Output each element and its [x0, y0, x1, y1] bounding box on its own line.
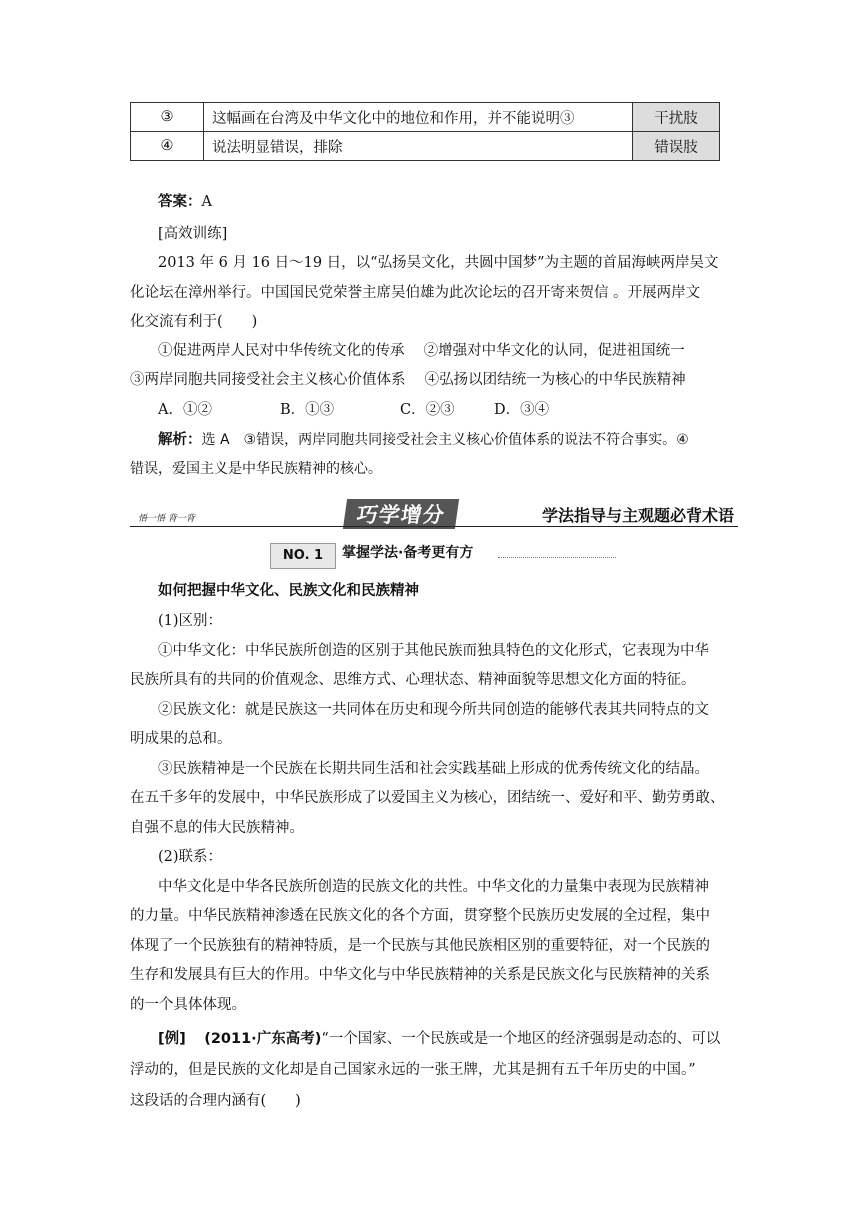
example-line: 这段话的合理内涵有( ): [130, 1093, 301, 1109]
content-heading: 如何把握中华文化、民族文化和民族精神: [158, 583, 419, 599]
paragraph-line: 的力量。中华民族精神渗透在民族文化的各个方面，贯穿整个民族历史发展的全过程，集中: [130, 908, 710, 924]
analysis-table: [130, 102, 720, 161]
table-row: [131, 103, 720, 132]
option-line: ③两岸同胞共同接受社会主义核心价值体系 ④弘扬以团结统一为核心的中华民族精神: [130, 372, 686, 388]
analysis-line: [158, 430, 689, 450]
training-heading: [高效训练]: [158, 226, 228, 242]
banner-title: 巧学增分: [343, 499, 459, 529]
paragraph-line: 民族所具有的共同的价值观念、思维方式、心理状态、精神面貌等思想文化方面的特征。: [130, 672, 696, 688]
example-label: [例]: [158, 1031, 186, 1047]
paragraph-line: 的一个具体体现。: [130, 997, 246, 1013]
section-title: 掌握学法·备考更有方: [342, 545, 474, 561]
option-line: ①促进两岸人民对中华传统文化的传承 ②增强对中华文化的认同，促进祖国统一: [158, 343, 685, 359]
question-line: 化论坛在漳州举行。中国国民党荣誉主席吴伯雄为此次论坛的召开寄来贺信 。开展两岸文: [130, 285, 701, 301]
table-row: [131, 132, 720, 161]
section-number-badge: NO. 1: [270, 543, 336, 569]
example-line: 浮动的，但是民族的文化却是自己国家永远的一张王牌，尤其是拥有五千年历史的中国。”: [130, 1062, 696, 1078]
paragraph-line: (2)联系：: [158, 849, 223, 865]
option-tag: 错误肢: [633, 132, 720, 161]
choice-a: A．①②: [158, 402, 212, 418]
answer-label: 答案：: [158, 194, 202, 210]
paragraph-line: 在五千多年的发展中，中华民族形成了以爱国主义为核心，团结统一、爱好和平、勤劳勇敢、: [130, 790, 725, 806]
option-number: ④: [131, 132, 204, 161]
banner-subtitle: 学法指导与主观题必背术语: [542, 506, 735, 525]
banner-rule: [130, 526, 738, 527]
choice-d: D．③④: [494, 402, 550, 418]
option-number: ③: [131, 103, 204, 132]
paragraph-line: ①中华文化：中华民族所创造的区别于其他民族而独具特色的文化形式，它表现为中华: [158, 643, 709, 659]
analysis-text: 选 A ③错误，两岸同胞共同接受社会主义核心价值体系的说法不符合事实。④: [201, 432, 689, 448]
section-banner: [130, 497, 738, 527]
choice-c: C．②③: [400, 402, 455, 418]
option-analysis: 说法明显错误，排除: [204, 132, 633, 161]
question-line: 2013 年 6 月 16 日～19 日，以“弘扬吴文化，共圆中国梦”为主题的首届海峡两岸吴文: [158, 255, 719, 271]
option-tag: 干扰肢: [633, 103, 720, 132]
banner-small-text: 悟一悟 背一背: [138, 514, 195, 524]
dotted-leader: [498, 557, 616, 558]
paragraph-line: 中华文化是中华各民族所创造的民族文化的共性。中华文化的力量集中表现为民族精神: [158, 879, 709, 895]
paragraph-line: 体现了一个民族独有的精神特质，是一个民族与其他民族相区别的重要特征，对一个民族的: [130, 938, 710, 954]
question-line: 化交流有利于( ): [130, 314, 258, 330]
paragraph-line: ②民族文化：就是民族这一共同体在历史和现今所共同创造的能够代表其共同特点的文: [158, 702, 709, 718]
paragraph-line: (1)区别：: [158, 613, 223, 629]
example-line: [158, 1029, 720, 1049]
example-text: “一个国家、一个民族或是一个地区的经济强弱是动态的、可以: [321, 1031, 721, 1047]
paragraph-line: 生存和发展具有巨大的作用。中华文化与中华民族精神的关系是民族文化与民族精神的关系: [130, 967, 710, 983]
paragraph-line: 明成果的总和。: [130, 731, 232, 747]
choice-b: B．①③: [280, 402, 335, 418]
option-analysis: 这幅画在台湾及中华文化中的地位和作用，并不能说明③: [204, 103, 633, 132]
answer-line: [158, 192, 212, 212]
paragraph-line: 自强不息的伟大民族精神。: [130, 820, 304, 836]
analysis-line: 错误，爱国主义是中华民族精神的核心。: [130, 461, 382, 477]
example-source: (2011·广东高考): [204, 1031, 322, 1047]
analysis-label: 解析：: [158, 432, 202, 448]
answer-value: A: [201, 194, 212, 210]
paragraph-line: ③民族精神是一个民族在长期共同生活和社会实践基础上形成的优秀传统文化的结晶。: [158, 761, 709, 777]
